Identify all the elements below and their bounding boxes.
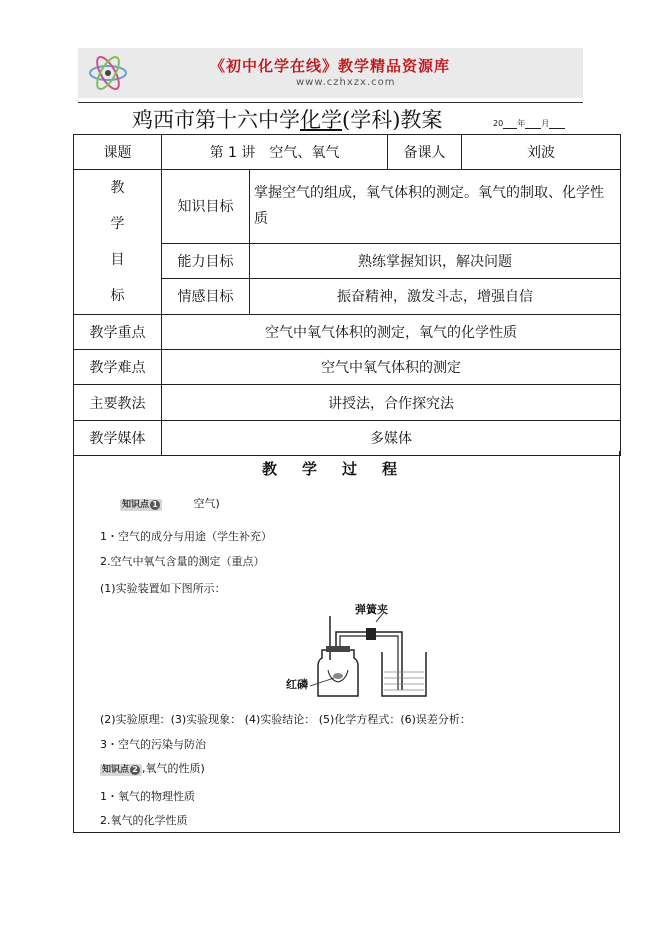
red-phosphorus <box>333 673 343 679</box>
media-value: 多媒体 <box>162 421 621 456</box>
process-line-2: 2.空气中氧气含量的测定（重点） <box>100 555 265 568</box>
atom-logo-icon <box>86 52 130 94</box>
process-line-6: 1・氧气的物理性质 <box>100 790 195 803</box>
phosphorus-label: 红磷 <box>286 678 308 691</box>
preparer-value: 刘波 <box>462 135 621 170</box>
beaker <box>382 652 426 696</box>
knowledge-value: 掌握空气的组成，氧气体积的测定。氧气的制取、化学性质 <box>250 170 621 244</box>
banner-title: 《初中化学在线》教学精品资源库 <box>210 57 451 75</box>
knowledge-point-badge: 知识点 1 <box>120 499 162 511</box>
banner-divider <box>78 102 583 103</box>
process-title: 教 学 过 程 <box>262 460 398 478</box>
emotion-value: 振奋精神，激发斗志，增强自信 <box>250 278 621 314</box>
water-lines <box>384 672 424 690</box>
ability-label: 能力目标 <box>162 243 250 278</box>
key-points-label: 教学重点 <box>74 315 162 350</box>
banner-url: www.czhxzx.com <box>296 77 396 88</box>
process-line-4: (2)实验原理：(3)实验现象： (4)实验结论： (5)化学方程式：(6)误差分析： <box>100 713 471 726</box>
emotion-label: 情感目标 <box>162 278 250 314</box>
document-title <box>132 104 442 134</box>
rubber-stopper <box>326 646 350 652</box>
process-line-5: 3・空气的污染与防治 <box>100 738 206 751</box>
spring-clamp-icon <box>366 628 376 640</box>
knowledge-point-1 <box>120 495 220 511</box>
ability-value: 熟练掌握知识，解决问题 <box>250 243 621 278</box>
process-line-7: 2.氧气的化学性质 <box>100 814 188 827</box>
knowledge-point-badge: 知识点 2 <box>100 764 142 776</box>
difficulty-value: 空气中氧气体积的测定 <box>162 350 621 385</box>
objectives-label: 教 学 目 标 <box>74 170 162 315</box>
knowledge-point-1-topic: 空气) <box>193 497 220 510</box>
process-line-1: 1・空气的成分与用途（学生补充） <box>100 530 272 543</box>
lesson-info-table <box>73 134 621 456</box>
knowledge-point-2 <box>100 760 205 776</box>
media-label: 教学媒体 <box>74 421 162 456</box>
knowledge-label: 知识目标 <box>162 170 250 244</box>
knowledge-point-2-topic: ,氧气的性质) <box>142 762 205 775</box>
subject-suffix: (学科)教案 <box>342 108 443 132</box>
school-name: 鸡西市第十六中学 <box>132 108 300 132</box>
date-field: 20 年 月 <box>493 118 565 129</box>
method-value: 讲授法，合作探究法 <box>162 385 621 421</box>
difficulty-label: 教学难点 <box>74 350 162 385</box>
key-points-value: 空气中氧气体积的测定，氧气的化学性质 <box>162 315 621 350</box>
topic-label: 课题 <box>74 135 162 170</box>
spring-clamp-label: 弹簧夹 <box>355 603 388 616</box>
method-label: 主要教法 <box>74 385 162 421</box>
subject-name: 化学 <box>300 108 342 132</box>
topic-value: 第 1 讲 空气、氧气 <box>162 135 388 170</box>
preparer-label: 备课人 <box>388 135 462 170</box>
connecting-tube <box>336 632 402 690</box>
process-line-3: (1)实验装置如下图所示： <box>100 582 226 595</box>
